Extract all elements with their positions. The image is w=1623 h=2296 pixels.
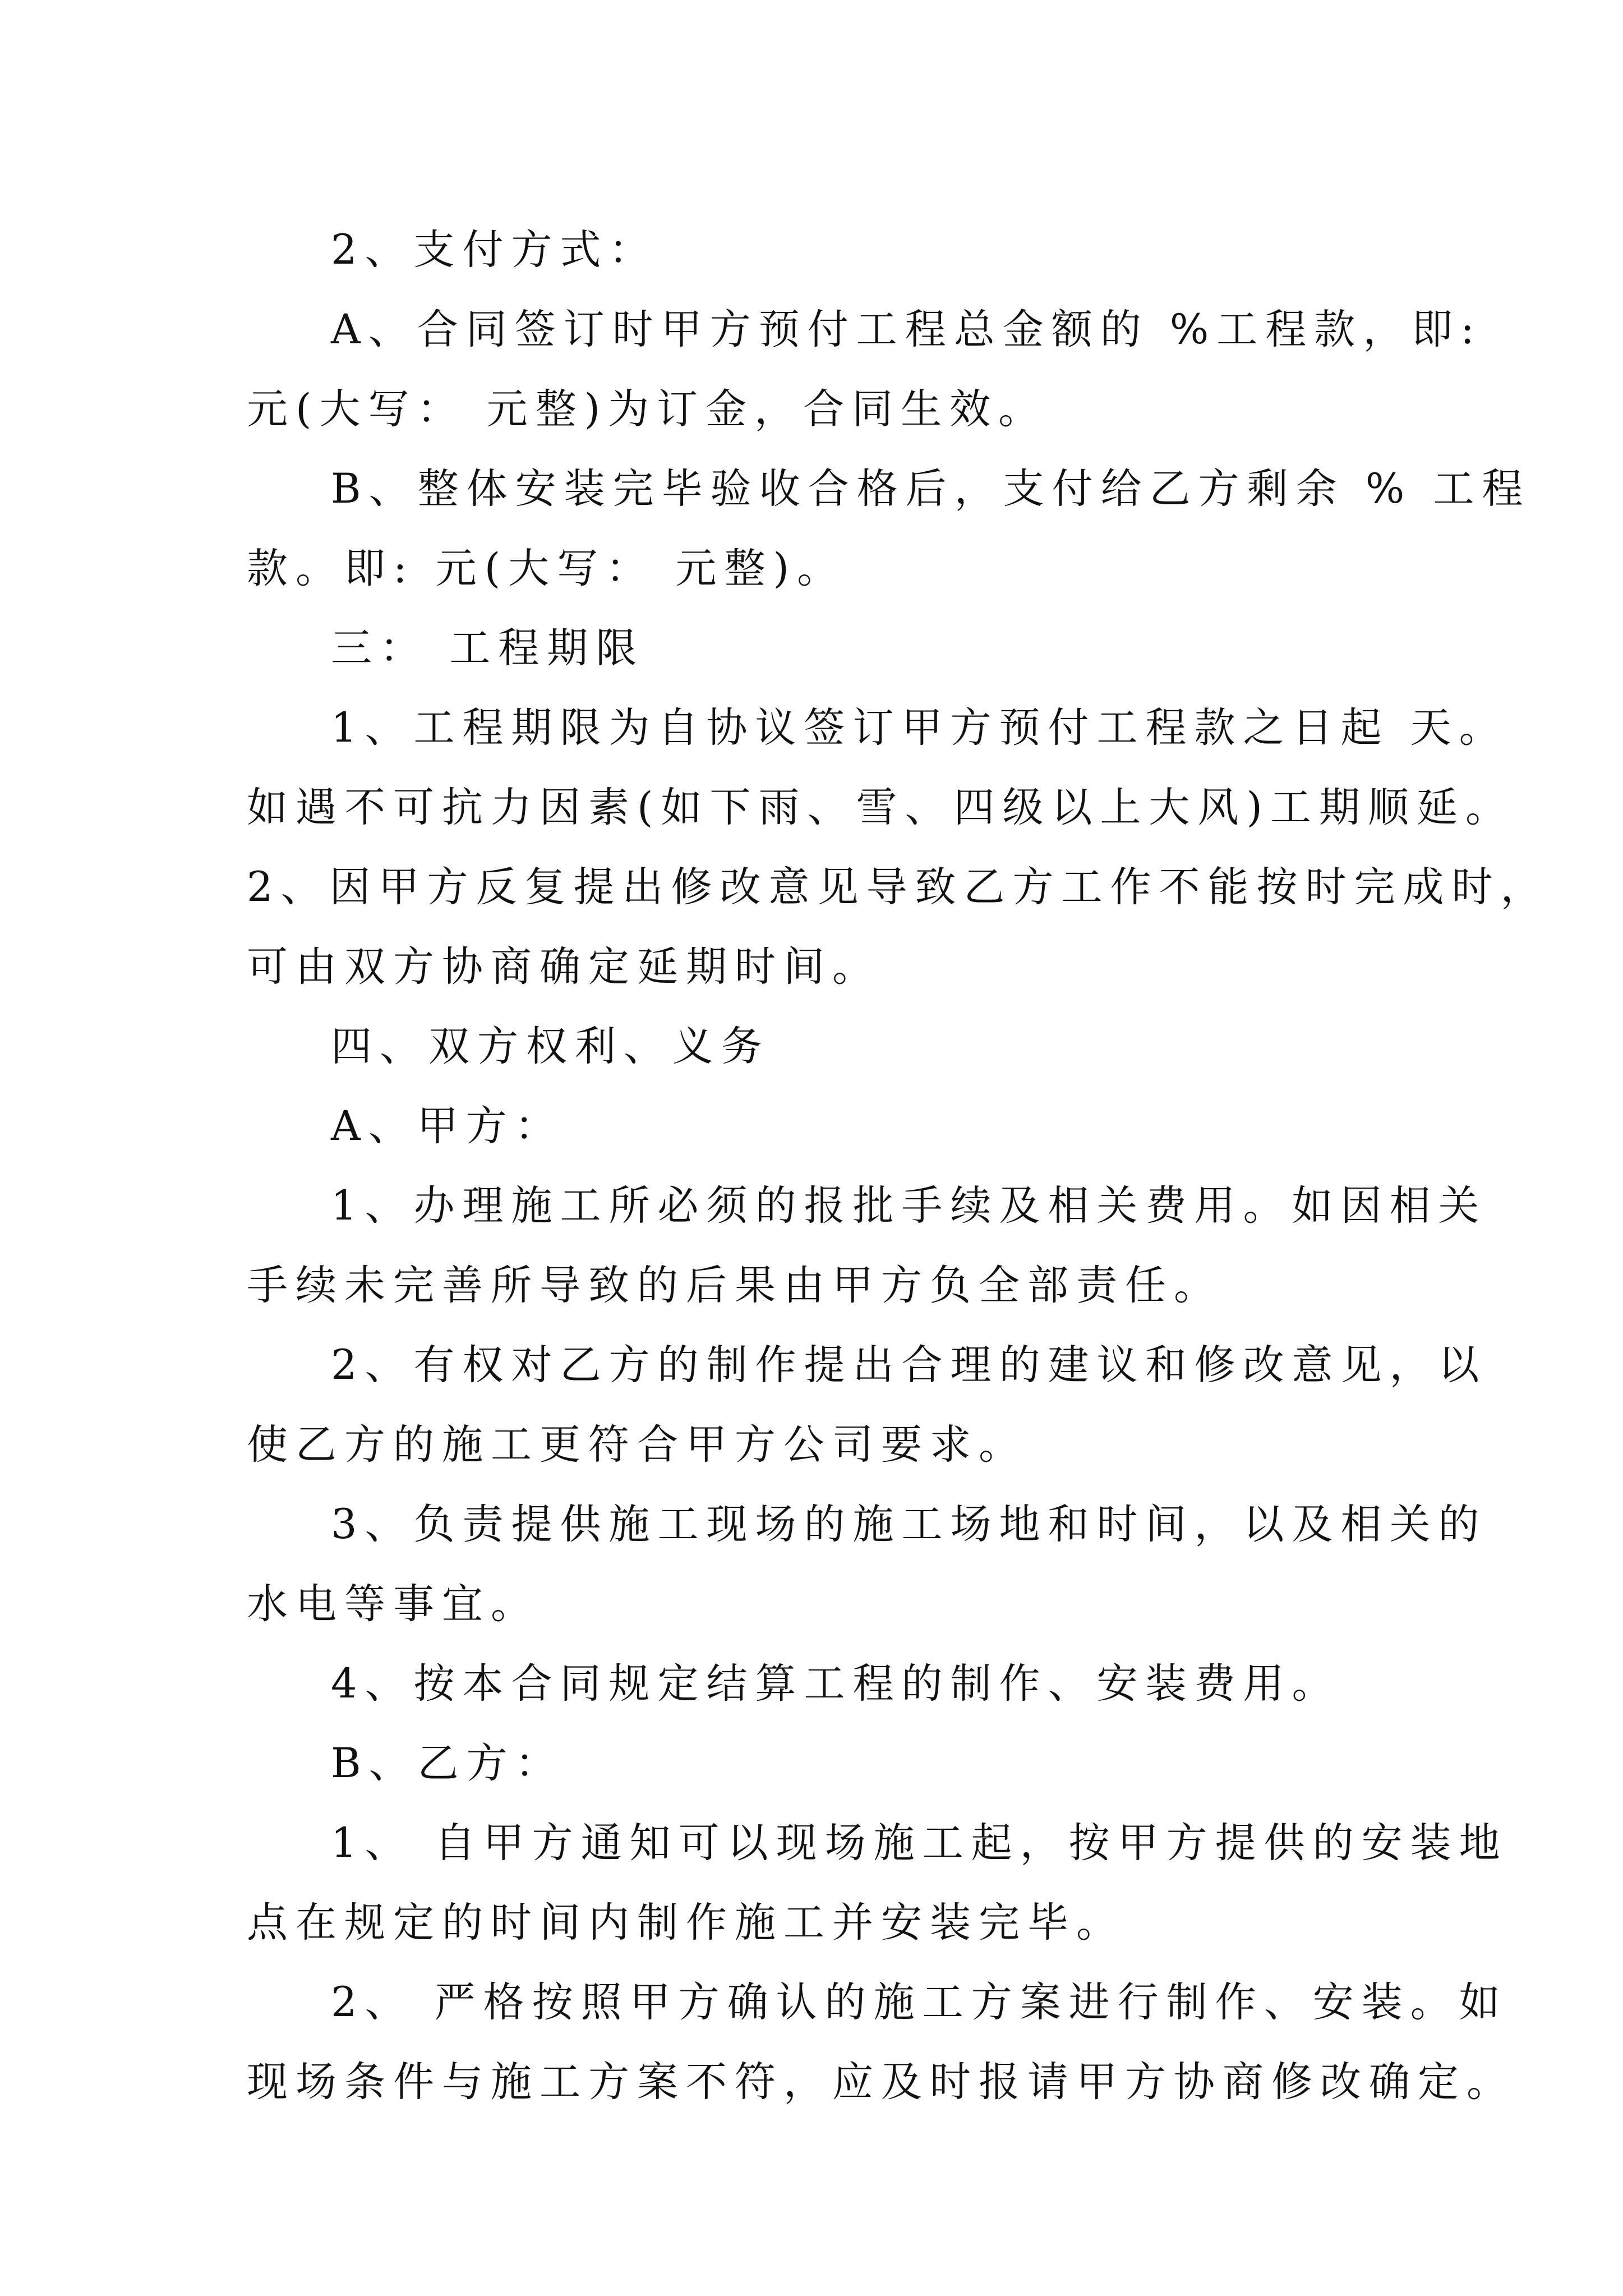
party-a-item-1-line-1: 1、办理施工所必须的报批手续及相关费用。如因相关 <box>331 1182 1487 1230</box>
party-a-heading: A、甲方： <box>331 1102 564 1150</box>
term-clause-2-line-2: 可由双方协商确定延期时间。 <box>247 943 881 991</box>
payment-method-heading: 2、支付方式： <box>331 226 658 274</box>
party-a-item-4: 4、按本合同规定结算工程的制作、安装费用。 <box>331 1660 1341 1708</box>
party-b-item-1-line-1: 1、 自甲方通知可以现场施工起，按甲方提供的安装地 <box>331 1819 1508 1867</box>
party-b-heading: B、乙方： <box>331 1740 564 1787</box>
term-clause-2-line-1: 2、因甲方反复提出修改意见导致乙方工作不能按时完成时， <box>247 863 1550 911</box>
payment-clause-b-line-2: 款。即: 元(大写： 元整)。 <box>247 545 846 592</box>
party-b-item-2-line-2: 现场条件与施工方案不符，应及时报请甲方协商修改确定。 <box>247 2058 1515 2106</box>
party-a-item-2-line-2: 使乙方的施工更符合甲方公司要求。 <box>247 1421 1027 1469</box>
section-four-heading: 四、双方权利、义务 <box>331 1023 770 1070</box>
term-clause-1-line-1: 1、工程期限为自协议签订甲方预付工程款之日起 天。 <box>331 704 1508 752</box>
party-b-item-1-line-2: 点在规定的时间内制作施工并安装完毕。 <box>247 1899 1125 1947</box>
party-a-item-2-line-1: 2、有权对乙方的制作提出合理的建议和修改意见，以 <box>331 1341 1487 1389</box>
party-a-item-3-line-2: 水电等事宜。 <box>247 1580 540 1628</box>
section-three-heading: 三： 工程期限 <box>331 624 645 672</box>
party-b-item-2-line-1: 2、 严格按照甲方确认的施工方案进行制作、安装。如 <box>331 1978 1508 2026</box>
document-body <box>247 210 1550 2122</box>
term-clause-1-line-2: 如遇不可抗力因素(如下雨、雪、四级以上大风)工期顺延。 <box>247 784 1514 831</box>
payment-clause-a-line-2: 元(大写： 元整)为订金，合同生效。 <box>247 385 1048 433</box>
payment-clause-a-line-1: A、合同签订时甲方预付工程总金额的 %工程款，即: <box>331 306 1482 353</box>
party-a-item-1-line-2: 手续未完善所导致的后果由甲方负全部责任。 <box>247 1262 1223 1309</box>
party-a-item-3-line-1: 3、负责提供施工现场的施工场地和时间，以及相关的 <box>331 1501 1487 1548</box>
payment-clause-b-line-1: B、整体安装完毕验收合格后，支付给乙方剩余 % 工程 <box>331 465 1531 513</box>
